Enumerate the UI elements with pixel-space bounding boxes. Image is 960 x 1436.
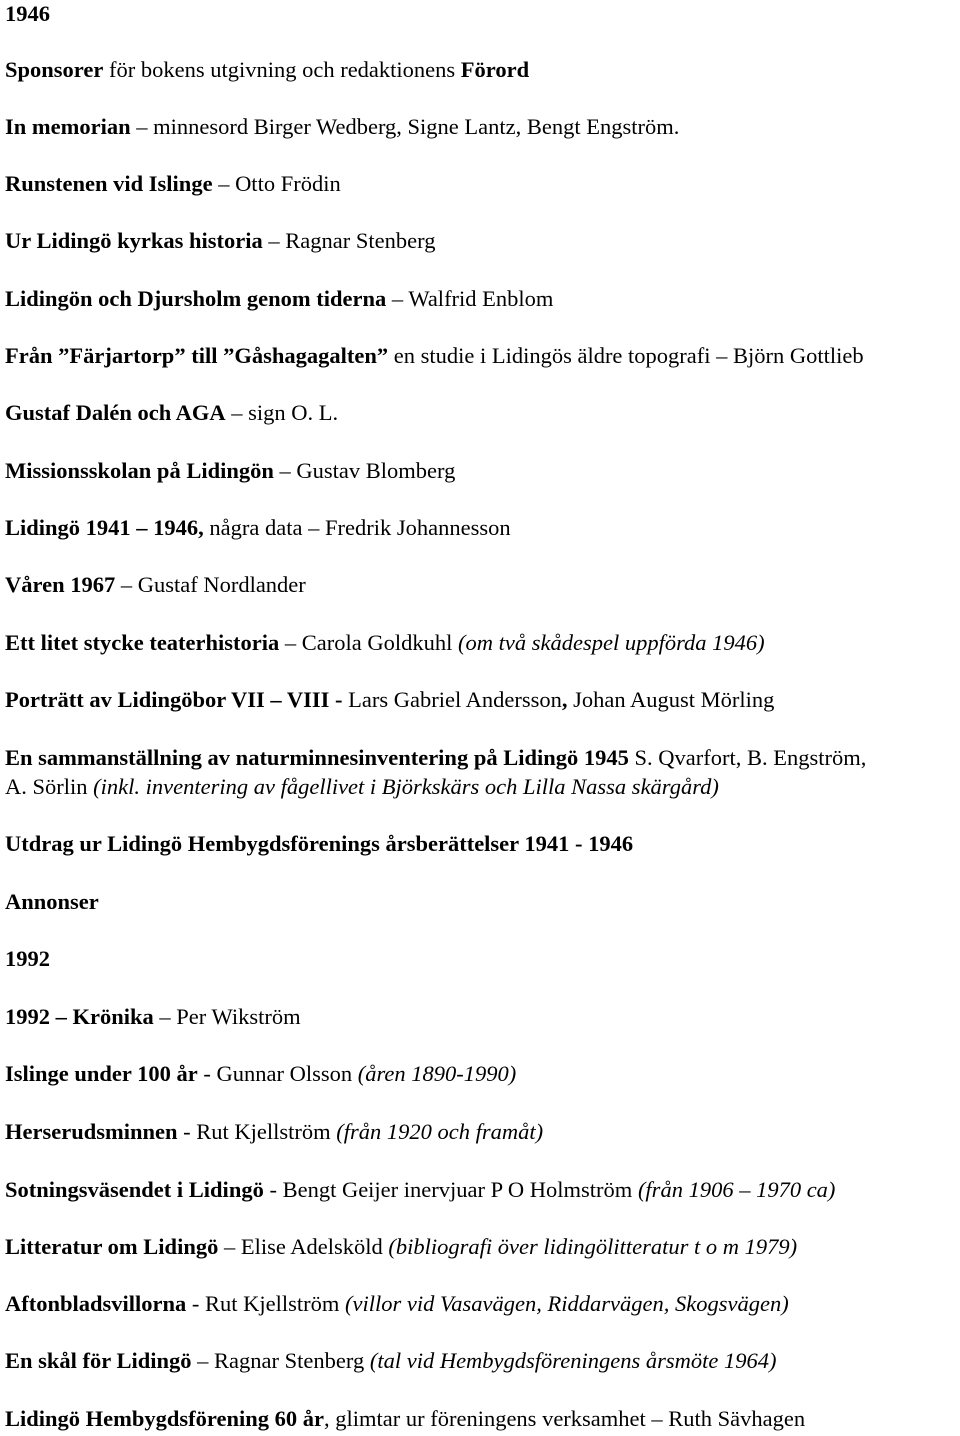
toc-line — [5, 945, 50, 973]
entry-title: Förord — [460, 57, 530, 82]
entry-title: 1946 — [5, 1, 50, 26]
entry-author: - Bengt Geijer inervjuar P O Holmström — [263, 1177, 638, 1202]
entry-note: (tal vid Hembygdsföreningens årsmöte 1964) — [369, 1348, 777, 1373]
toc-line — [5, 514, 511, 542]
entry-title: Aftonbladsvillorna — [5, 1291, 187, 1316]
toc-line — [5, 888, 99, 916]
toc-line — [5, 1003, 301, 1031]
entry-author: - Gunnar Olsson — [197, 1061, 358, 1086]
toc-line — [5, 830, 633, 858]
entry-title: Annonser — [5, 889, 99, 914]
entry-title: Lidingö Hembygdsförening 60 år — [5, 1406, 324, 1431]
entry-title: Runstenen vid Islinge — [5, 171, 213, 196]
toc-line — [5, 1405, 805, 1433]
entry-author: – Elise Adelsköld — [218, 1234, 389, 1259]
entry-title: In memorian — [5, 114, 131, 139]
entry-note: (inkl. inventering av fågellivet i Björkskärs och Lilla Nassa skärgård) — [93, 774, 719, 799]
entry-title: Sponsorer — [5, 57, 104, 82]
entry-author: - Rut Kjellström — [177, 1119, 337, 1144]
entry-author: - Rut Kjellström — [186, 1291, 346, 1316]
toc-line — [5, 342, 864, 370]
entry-author: – sign O. L. — [225, 400, 339, 425]
entry-title: Utdrag ur Lidingö Hembygdsförenings årsberättelser 1941 - 1946 — [5, 831, 634, 856]
entry-title: Lidingö 1941 – 1946, — [5, 515, 204, 540]
toc-line — [5, 744, 866, 772]
entry-author: – Otto Frödin — [212, 171, 341, 196]
entry-title: Missionsskolan på Lidingön — [5, 458, 274, 483]
entry-note: (från 1920 och framåt) — [336, 1119, 544, 1144]
entry-author: , glimtar ur föreningens verksamhet – Ruth Sävhagen — [324, 1406, 806, 1431]
toc-line — [5, 1290, 789, 1318]
toc-line — [5, 686, 774, 714]
entry-note: (villor vid Vasavägen, Riddarvägen, Skogsvägen) — [345, 1291, 789, 1316]
toc-line — [5, 1118, 543, 1146]
entry-title: Ett litet stycke teaterhistoria — [5, 630, 280, 655]
toc-line — [5, 571, 306, 599]
entry-note: (om två skådespel uppförda 1946) — [458, 630, 765, 655]
entry-author: – Gustav Blomberg — [273, 458, 456, 483]
entry-title: 1992 – Krönika — [5, 1004, 154, 1029]
entry-title: Herserudsminnen — [5, 1119, 178, 1144]
toc-line — [5, 629, 765, 657]
entry-title: Porträtt av Lidingöbor VII – VIII - — [5, 687, 343, 712]
entry-author: några data – Fredrik Johannesson — [203, 515, 511, 540]
entry-title: En skål för Lidingö — [5, 1348, 192, 1373]
entry-author: Lars Gabriel Andersson — [342, 687, 562, 712]
entry-title: Våren 1967 — [5, 572, 116, 597]
toc-line — [5, 399, 338, 427]
entry-title: 1992 — [5, 946, 50, 971]
toc-line — [5, 1233, 797, 1261]
entry-note: (från 1906 – 1970 ca) — [637, 1177, 836, 1202]
toc-line — [5, 1060, 516, 1088]
entry-author: en studie i Lidingös äldre topografi – Björn Gottlieb — [388, 343, 864, 368]
toc-line — [5, 1347, 776, 1375]
entry-author: – Ragnar Stenberg — [191, 1348, 370, 1373]
entry-author: – Per Wikström — [153, 1004, 301, 1029]
entry-note: (bibliografi över lidingölitteratur t o m 1979) — [388, 1234, 798, 1259]
entry-author: Johan August Mörling — [567, 687, 775, 712]
entry-title: En sammanställning av naturminnesinventering på Lidingö 1945 — [5, 745, 629, 770]
entry-author: A. Sörlin — [5, 774, 94, 799]
entry-title: Från ”Färjartorp” till ”Gåshagagalten” — [5, 343, 389, 368]
toc-line — [5, 457, 455, 485]
entry-title: , — [561, 687, 568, 712]
entry-title: Litteratur om Lidingö — [5, 1234, 219, 1259]
toc-line — [5, 170, 341, 198]
entry-author: – Carola Goldkuhl — [279, 630, 459, 655]
toc-line — [5, 113, 679, 141]
entry-title: Sotningsväsendet i Lidingö — [5, 1177, 264, 1202]
entry-title: Ur Lidingö kyrkas historia — [5, 228, 263, 253]
toc-line — [5, 773, 719, 801]
entry-author: – minnesord Birger Wedberg, Signe Lantz, Bengt Engström. — [130, 114, 680, 139]
entry-author: S. Qvarfort, B. Engström, — [628, 745, 867, 770]
toc-line — [5, 56, 529, 84]
toc-line — [5, 285, 553, 313]
entry-author: – Gustaf Nordlander — [115, 572, 306, 597]
entry-title: Gustaf Dalén och AGA — [5, 400, 226, 425]
entry-author: för bokens utgivning och redaktionens — [103, 57, 461, 82]
entry-author: – Ragnar Stenberg — [262, 228, 436, 253]
toc-line — [5, 1176, 835, 1204]
entry-note: (åren 1890-1990) — [357, 1061, 517, 1086]
entry-title: Lidingön och Djursholm genom tiderna — [5, 286, 387, 311]
toc-line — [5, 0, 50, 28]
entry-author: – Walfrid Enblom — [386, 286, 554, 311]
entry-title: Islinge under 100 år — [5, 1061, 198, 1086]
toc-line — [5, 227, 435, 255]
